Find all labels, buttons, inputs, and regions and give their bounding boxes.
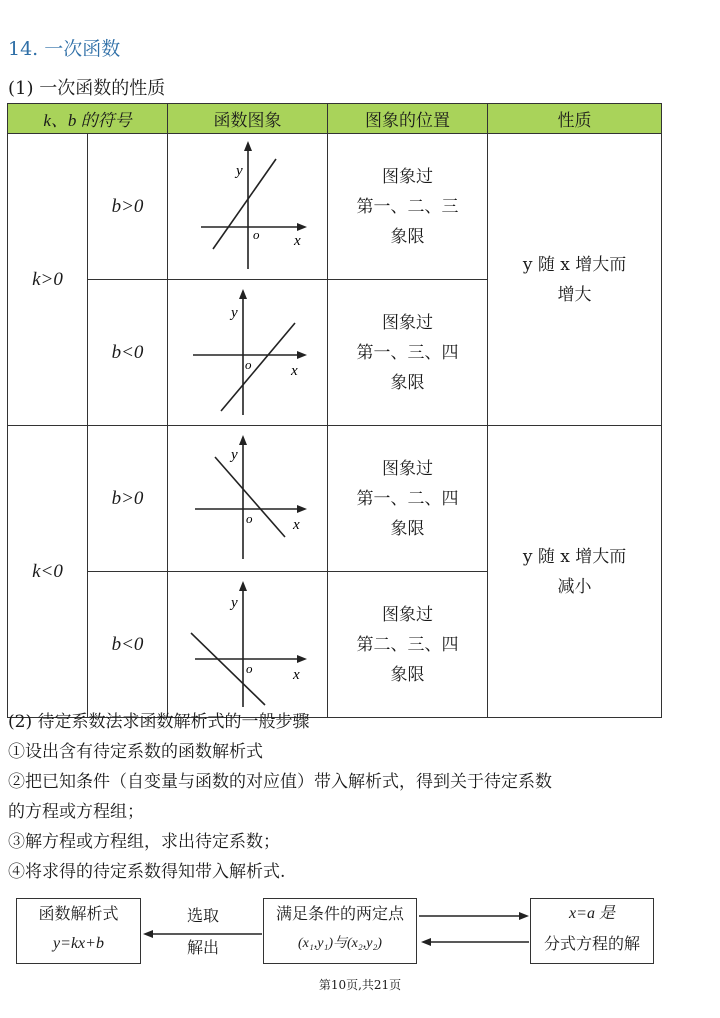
step-2: ②把已知条件（自变量与函数的对应值）带入解析式，得到关于待定系数	[8, 772, 552, 792]
table-row	[8, 134, 662, 280]
header-position: 图象的位置	[328, 104, 488, 134]
step-4: ④将求得的待定系数得知带入解析式.	[8, 862, 286, 882]
step-2-continued: 的方程或方程组；	[8, 802, 144, 822]
b-sign-cell: b>0	[88, 134, 168, 280]
svg-text:y: y	[230, 304, 238, 321]
header-graph: 函数图象	[168, 104, 328, 134]
position-cell: 图象过 第一、三、四 象限	[328, 280, 488, 426]
function-expression-box: 函数解析式 y=kx+b	[16, 898, 141, 964]
graph-cell	[168, 426, 328, 572]
two-points-box: 满足条件的两定点 (x₁,y₁)与(x₂,y₂)	[263, 898, 417, 964]
k-negative-cell: k<0	[8, 426, 88, 718]
b-sign-cell: b<0	[88, 280, 168, 426]
header-property: 性质	[488, 104, 662, 134]
svg-text:o: o	[244, 356, 252, 372]
svg-text:x: x	[290, 362, 298, 379]
subsection-title: (1) 一次函数的性质	[8, 78, 166, 99]
solution-box: x=a 是 分式方程的解	[530, 898, 654, 964]
graph-k-neg-b-neg	[173, 575, 323, 715]
arrow-to-expression	[141, 898, 266, 964]
svg-text:x: x	[292, 516, 300, 533]
position-cell: 图象过 第一、二、三 象限	[328, 134, 488, 280]
svg-text:y: y	[230, 446, 238, 463]
bidirectional-arrows	[417, 898, 533, 964]
svg-text:o: o	[252, 226, 260, 242]
graph-cell	[168, 134, 328, 280]
step-3: ③解方程或方程组，求出待定系数；	[8, 832, 280, 852]
b-sign-cell: b>0	[88, 426, 168, 572]
table-row	[8, 426, 662, 572]
graph-cell	[168, 572, 328, 718]
table-header-row	[8, 104, 662, 134]
arrow-label-select: 选取	[186, 906, 219, 925]
svg-text:o: o	[245, 510, 253, 526]
property-increasing-cell: y 随 x 增大而 增大	[488, 134, 662, 426]
k-positive-cell: k>0	[8, 134, 88, 426]
page-footer: 第10页,共21页	[318, 978, 402, 992]
position-cell: 图象过 第一、二、四 象限	[328, 426, 488, 572]
svg-text:x: x	[293, 232, 301, 249]
graph-cell	[168, 280, 328, 426]
position-cell: 图象过 第二、三、四 象限	[328, 572, 488, 718]
svg-text:y: y	[230, 594, 238, 611]
b-sign-cell: b<0	[88, 572, 168, 718]
section-title: 14. 一次函数	[8, 38, 121, 60]
arrow-label-solve: 解出	[186, 938, 219, 957]
graph-k-pos-b-neg	[173, 283, 323, 423]
svg-text:x: x	[292, 666, 300, 683]
svg-text:y: y	[235, 162, 243, 179]
header-kb-sign: k、b 的符号	[8, 104, 168, 134]
step-1: ①设出含有待定系数的函数解析式	[8, 742, 263, 762]
svg-text:o: o	[245, 660, 253, 676]
graph-k-pos-b-pos	[173, 137, 323, 277]
graph-k-neg-b-pos	[173, 429, 323, 569]
steps-heading: (2) 待定系数法求函数解析式的一般步骤	[8, 712, 310, 732]
steps-section	[8, 707, 688, 887]
property-decreasing-cell: y 随 x 增大而 减小	[488, 426, 662, 718]
linear-function-properties-table	[7, 103, 662, 718]
